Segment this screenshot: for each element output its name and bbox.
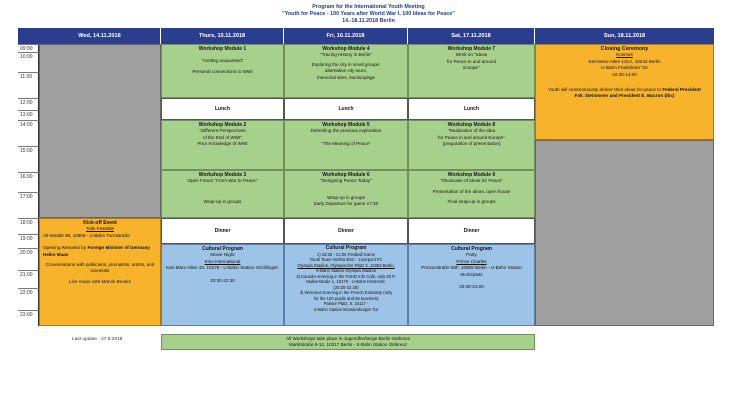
location-note-line: Marktstraße 9-12, 10317 Berlin - S-Bahn Station Ostkreuz bbox=[289, 342, 407, 347]
cultural-text: Prinzenstraße 85F, 10969 Berlin - U-Bahn Station Moritzplatz bbox=[421, 265, 522, 277]
workshop-location-note bbox=[161, 334, 535, 350]
time-label: 11:00 bbox=[18, 72, 39, 98]
day-header-sun: Sun, 18.11.2018 bbox=[535, 28, 714, 44]
module-text: (preparation of presentation) bbox=[442, 141, 501, 147]
module-text: alternative city tours, bbox=[324, 68, 368, 74]
closing-text: Youth will ceremoniously deliver their ideas for peace to bbox=[548, 87, 662, 93]
time-label: 17:00 bbox=[18, 192, 39, 216]
time-label: 20:00 bbox=[18, 248, 39, 270]
kickoff-address: Alt-Moabit 98, 10559 - U-Bahn Turmstraße bbox=[43, 232, 130, 238]
cultural-time: 20:30-22:30 bbox=[210, 277, 235, 283]
time-label: 10:00 bbox=[18, 52, 39, 72]
time-label: 12:00 bbox=[18, 98, 39, 110]
cultural-text: Mulkerstraße 1, 10179 - U-Bahn Klosterstr. bbox=[306, 279, 386, 284]
module-text: "Getting acquainted" bbox=[201, 58, 244, 64]
module-text: Open Forum "From War to Peace" bbox=[187, 178, 258, 184]
fri-cultural-program bbox=[284, 244, 408, 326]
time-label: 21:00 bbox=[18, 270, 39, 288]
closing-station: U-Bahn Frankfurter Tor bbox=[601, 65, 648, 71]
module-text: "Showcase of Ideas for Peace" bbox=[439, 178, 504, 184]
closing-title: Closing Ceremony bbox=[600, 46, 649, 52]
thu-workshop-module-1 bbox=[161, 44, 284, 98]
module-text: Presentation of the Ideas, open house bbox=[432, 188, 511, 194]
closing-time: 10:30-14:00 bbox=[612, 71, 637, 77]
cultural-text: Karl-Marx-Allee 33, 10178 - U-Bahn Station Schillingstr. bbox=[165, 265, 280, 271]
time-column bbox=[18, 44, 39, 326]
time-label: 16:00 bbox=[18, 172, 39, 192]
cultural-venue: Kino International bbox=[204, 258, 241, 264]
module-text: of the End of WWI" bbox=[203, 134, 242, 140]
sat-workshop-module-8 bbox=[408, 120, 535, 170]
module-text: Europe" bbox=[463, 65, 480, 71]
module-title: Workshop Module 7 bbox=[447, 46, 496, 52]
thu-workshop-module-3 bbox=[161, 170, 284, 218]
last-update: Last update : 27.9.2018 bbox=[72, 337, 123, 342]
module-title: Workshop Module 5 bbox=[322, 122, 370, 128]
module-text: for Peace in and around Europe" bbox=[438, 134, 505, 140]
kickoff-music: Live music with Marvin Brooks bbox=[69, 278, 131, 284]
cultural-venue: Prince Charles bbox=[456, 258, 487, 264]
kickoff-venue: Tolle Festsäle bbox=[85, 226, 115, 232]
module-text: memorial sites, bbox=[316, 74, 348, 80]
cultural-text: Party bbox=[466, 252, 477, 258]
fri-workshop-module-5 bbox=[284, 120, 408, 170]
module-text: "The Meaning of Peace" bbox=[321, 140, 371, 146]
module-text: Debriefing the previous exploration bbox=[310, 128, 382, 134]
fri-dinner: Dinner bbox=[284, 218, 408, 244]
fri-workshop-module-6 bbox=[284, 170, 408, 218]
thu-workshop-module-2 bbox=[161, 120, 284, 170]
program-title: Program for the International Youth Meeting bbox=[312, 4, 425, 10]
time-label: 15:00 bbox=[18, 146, 39, 172]
cultural-time: (20:30-22:30) bbox=[333, 284, 359, 290]
module-title: Workshop Module 4 bbox=[322, 46, 370, 52]
time-label: 23:00 bbox=[18, 310, 39, 326]
module-text: Wrap-up in groups bbox=[327, 194, 365, 200]
thu-cultural-program bbox=[161, 244, 284, 326]
module-text: Personal connections to WWI bbox=[192, 68, 253, 74]
day-header-wed: Wed, 14.11.2018 bbox=[39, 28, 161, 44]
day-header-thu: Thurs, 15.11.2018 bbox=[161, 28, 284, 44]
cultural-text: for the 100 pupils and 65 teachers) bbox=[313, 295, 379, 301]
sun-closing-ceremony bbox=[535, 44, 714, 140]
closing-address: Karl-Marx-Allee 131A, 10243 Berlin bbox=[588, 58, 661, 64]
module-text: Prior Knowledge of WWI bbox=[197, 141, 248, 147]
kickoff-opening-speaker: Foreign Minister of Germany Heiko Maas bbox=[43, 245, 150, 257]
module-title: Workshop Module 6 bbox=[322, 172, 370, 178]
time-label: 18:00 bbox=[18, 218, 39, 234]
module-title: Workshop Module 2 bbox=[198, 122, 247, 128]
module-text: Wrap-up in groups bbox=[203, 198, 242, 204]
cultural-text: Movie Night bbox=[210, 252, 235, 258]
sat-workshop-module-7 bbox=[408, 44, 535, 98]
sat-lunch: Lunch bbox=[408, 98, 535, 120]
kickoff-opening-label: Opening Remarks by bbox=[43, 245, 87, 251]
cultural-venue: Olympia Stadion, Olympischer Platz 3, 14053 Berlin, bbox=[297, 262, 395, 268]
module-title: Workshop Module 9 bbox=[447, 172, 496, 178]
time-label: 14:00 bbox=[18, 120, 39, 146]
cultural-text: Pariser Platz, 5, 10117 - bbox=[323, 301, 369, 306]
fri-workshop-module-4 bbox=[284, 44, 408, 98]
sat-dinner: Dinner bbox=[408, 218, 535, 244]
program-subtitle: "Youth for Peace - 100 Years after World War I, 100 Ideas for Peace" bbox=[282, 11, 455, 17]
cultural-title: Cultural Program bbox=[325, 245, 367, 251]
day-header-fri: Fri, 16.11.2018 bbox=[284, 28, 408, 44]
cultural-title: Cultural Program bbox=[202, 246, 243, 252]
closing-text: Federal President bbox=[662, 87, 701, 93]
module-text: for Peace in and around bbox=[446, 58, 497, 64]
module-text: #actionplage bbox=[349, 74, 376, 80]
cultural-text: 2) Karaoke Evening in the FSHD Info Café, only 60 P. bbox=[296, 273, 396, 279]
program-dates: 14.-18.11.2018 Berlin bbox=[342, 18, 395, 24]
time-label: 09:00 bbox=[18, 44, 39, 54]
thu-lunch: Lunch bbox=[161, 98, 284, 120]
module-text: Work on "Ideas bbox=[455, 52, 488, 58]
module-title: Workshop Module 3 bbox=[198, 172, 247, 178]
cultural-title: Cultural Program bbox=[451, 246, 492, 252]
module-text: "Tracing History in Berlin" bbox=[320, 52, 372, 58]
sun-unscheduled bbox=[535, 140, 714, 326]
sat-cultural-program bbox=[408, 244, 535, 326]
cultural-text: 3) Welcome Evening in the French Embassy (only bbox=[299, 290, 393, 295]
module-title: Workshop Module 1 bbox=[198, 46, 247, 52]
module-text: "Designing Peace Today" bbox=[320, 178, 372, 184]
cultural-text: S-Bahn Station Olympia Stadion bbox=[315, 268, 377, 273]
cultural-text: Youth Team Hertha BSC - Liverpool FC bbox=[309, 257, 383, 262]
day-header-sat: Sat, 17.11.2018 bbox=[408, 28, 535, 44]
wed-kickoff-event bbox=[39, 218, 161, 326]
sat-workshop-module-9 bbox=[408, 170, 535, 218]
thu-dinner: Dinner bbox=[161, 218, 284, 244]
location-note-line: All Workshops take place in Jugendherberge Berlin Ostkreuz bbox=[286, 336, 410, 341]
cultural-text: 1) 18:30 - 21:00 Football Game bbox=[316, 251, 376, 257]
cultural-text: S-Bahn Station Brandenburger Tor bbox=[313, 306, 379, 312]
closing-venue: Kosmos bbox=[616, 52, 633, 58]
module-text: Early Departure for game 17:30 bbox=[313, 201, 379, 207]
kickoff-title: Kick-off Event bbox=[83, 220, 117, 226]
kickoff-conversations: Conversations with politicians, journalists, artists, and scientists bbox=[45, 262, 155, 274]
module-text: "Different Perspectives bbox=[199, 128, 246, 134]
closing-text: F.W. Steinmeier and President E. Macron (tbc) bbox=[574, 93, 675, 99]
module-text: Exploring the city in small groups: bbox=[311, 61, 381, 67]
cultural-time: 20:30-24:00 bbox=[459, 284, 484, 290]
wed-unscheduled bbox=[39, 44, 161, 218]
time-label: 19:00 bbox=[18, 234, 39, 248]
time-label: 13:00 bbox=[18, 110, 39, 120]
time-label: 22:00 bbox=[18, 288, 39, 310]
module-text: Final wrap-up in groups bbox=[447, 199, 496, 205]
module-title: Workshop Module 8 bbox=[447, 122, 496, 128]
fri-lunch: Lunch bbox=[284, 98, 408, 120]
module-text: "Realization of the Idea bbox=[447, 128, 496, 134]
